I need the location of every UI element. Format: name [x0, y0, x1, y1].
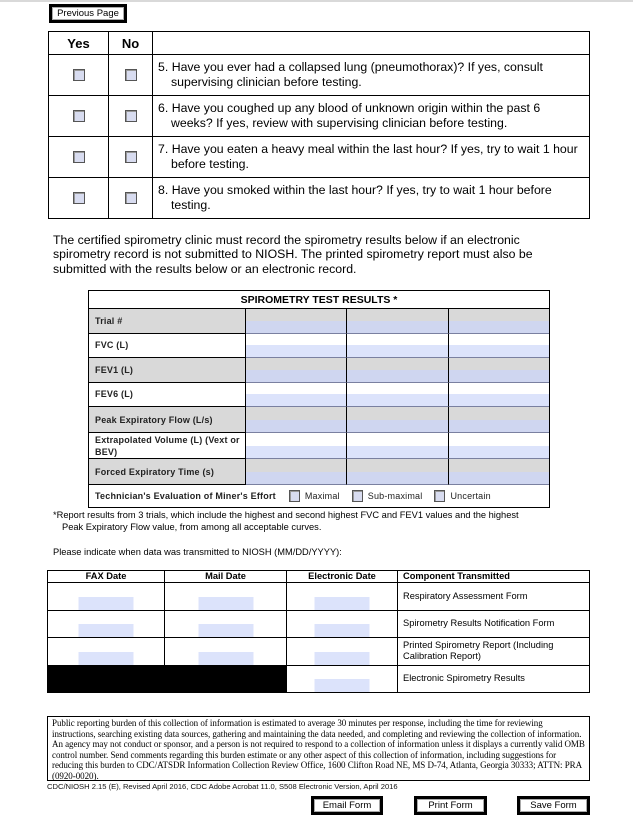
transmit-row [48, 610, 590, 638]
row-trial [89, 309, 549, 334]
uncertain-checkbox[interactable] [434, 490, 445, 502]
row-pef [89, 407, 549, 433]
spirometry-title: SPIROMETRY TEST RESULTS * [89, 291, 549, 309]
row-fvc [89, 334, 549, 359]
email-form-label: Email Form [314, 799, 380, 812]
previous-page-label: Previous Page [52, 7, 124, 20]
no-checkbox-q5[interactable] [125, 69, 137, 81]
email-form-button[interactable] [311, 796, 383, 815]
print-form-button[interactable] [414, 796, 487, 815]
component-label: Spirometry Results Notification Form [398, 610, 590, 638]
footnote-line-1: *Report results from 3 trials, which include the highest and second highest FVC and FEV1 values and the highest [53, 510, 519, 520]
trial-2-input[interactable] [347, 309, 448, 334]
yes-checkbox-q7[interactable] [73, 151, 85, 163]
fet-3-input[interactable] [449, 459, 549, 485]
transmit-row [48, 638, 590, 666]
fev6-2-input[interactable] [347, 383, 448, 408]
maximal-checkbox[interactable] [289, 490, 300, 502]
pef-3-input[interactable] [449, 407, 549, 433]
yes-column-header: Yes [49, 32, 109, 55]
yes-checkbox-q6[interactable] [73, 110, 85, 122]
row-label: Peak Expiratory Flow (L/s) [89, 407, 246, 433]
transmit-row [48, 665, 590, 693]
component-label: Printed Spirometry Report (Including Calibration Report) [398, 638, 590, 666]
burden-statement: Public reporting burden of this collection of information is estimated to average 30 minutes per response, including the time for reviewing instructions, searching existing data sources, gathering and maintaining the data needed, and completing and reviewing the collection of information. An agency may not conduct or sponsor, and a person is not required to respond to a collection of information unless it displays a currently valid OMB control number. Send comments regarding this burden estimate or any other aspect of this collection of information, including suggestions for reducing this burden to CDC/ATSDR Information Collection Review Office, 1600 Clifton Road NE, MS D-74, Atlanta, Georgia 30333; ATTN: PRA (0920-0020). [47, 716, 590, 781]
option-label: Uncertain [450, 491, 491, 501]
fvc-1-input[interactable] [246, 334, 347, 359]
option-label: Sub-maximal [367, 491, 423, 501]
component-header: Component Transmitted [398, 571, 590, 583]
pef-1-input[interactable] [246, 407, 347, 433]
no-checkbox-q6[interactable] [125, 110, 137, 122]
fev1-3-input[interactable] [449, 358, 549, 383]
blacked-out-cell [48, 665, 287, 693]
question-text: Have you eaten a heavy meal within the last hour? If yes, try to wait 1 hour before testing. [171, 141, 578, 171]
footnote-line-2: Peak Expiratory Flow value, from among all acceptable curves. [62, 521, 322, 532]
no-checkbox-q7[interactable] [125, 151, 137, 163]
question-column-header [153, 32, 590, 55]
no-column-header: No [109, 32, 153, 55]
row-label: FEV1 (L) [89, 358, 246, 383]
mail-date-input[interactable] [165, 583, 287, 611]
fet-1-input[interactable] [246, 459, 347, 485]
instructions-text: The certified spirometry clinic must record the spirometry results below if an electronic spirometry record is not submitted to NIOSH. The printed spirometry report must also be submitted with the results below or an electronic record. [53, 233, 533, 276]
spirometry-results-table [88, 290, 550, 508]
ev-3-input[interactable] [449, 433, 549, 459]
screening-questions-table [48, 31, 590, 219]
fev6-3-input[interactable] [449, 383, 549, 408]
fax-date-header: FAX Date [48, 571, 165, 583]
question-row-8 [49, 178, 590, 219]
effort-option-sub-maximal[interactable] [352, 490, 423, 502]
effort-option-maximal[interactable] [289, 490, 340, 502]
row-fet [89, 459, 549, 485]
option-label: Maximal [304, 491, 340, 501]
row-label: Extrapolated Volume (L) (Vext or BEV) [89, 433, 246, 459]
ev-1-input[interactable] [246, 433, 347, 459]
mail-date-header: Mail Date [165, 571, 287, 583]
spirometry-footnote [53, 510, 593, 533]
row-fev6 [89, 383, 549, 408]
question-text: Have you smoked within the last hour? If yes, try to wait 1 hour before testing. [171, 182, 552, 212]
pef-2-input[interactable] [347, 407, 448, 433]
row-label: Forced Expiratory Time (s) [89, 459, 246, 485]
save-form-button[interactable] [517, 796, 590, 815]
effort-label: Technician's Evaluation of Miner's Effort [95, 491, 276, 501]
row-label: FVC (L) [89, 334, 246, 359]
mail-date-input[interactable] [165, 638, 287, 666]
fvc-2-input[interactable] [347, 334, 448, 359]
previous-page-button[interactable] [49, 4, 127, 23]
electronic-date-input[interactable] [287, 610, 398, 638]
question-number: 8. [158, 182, 169, 197]
question-number: 6. [158, 100, 169, 115]
form-version: CDC/NIOSH 2.15 (E), Revised April 2016, CDC Adobe Acrobat 11.0, S508 Electronic Version, April 2016 [47, 782, 398, 791]
top-divider [0, 0, 633, 2]
question-row-6 [49, 96, 590, 137]
yes-checkbox-q5[interactable] [73, 69, 85, 81]
electronic-date-header: Electronic Date [287, 571, 398, 583]
transmit-row [48, 583, 590, 611]
fvc-3-input[interactable] [449, 334, 549, 359]
component-label: Respiratory Assessment Form [398, 583, 590, 611]
effort-option-uncertain[interactable] [434, 490, 490, 502]
row-label: FEV6 (L) [89, 383, 246, 408]
component-label: Electronic Spirometry Results [398, 665, 590, 693]
electronic-date-input[interactable] [287, 665, 398, 693]
fev1-2-input[interactable] [347, 358, 448, 383]
yes-checkbox-q8[interactable] [73, 192, 85, 204]
fax-date-input[interactable] [48, 638, 165, 666]
sub-maximal-checkbox[interactable] [352, 490, 363, 502]
electronic-date-input[interactable] [287, 638, 398, 666]
save-form-label: Save Form [520, 799, 587, 812]
fax-date-input[interactable] [48, 583, 165, 611]
question-number: 7. [158, 141, 169, 156]
question-row-7 [49, 137, 590, 178]
fet-2-input[interactable] [347, 459, 448, 485]
effort-row [89, 485, 549, 507]
question-text: Have you ever had a collapsed lung (pneumothorax)? If yes, consult supervising clinician before testing. [171, 59, 543, 89]
row-fev1 [89, 358, 549, 383]
ev-2-input[interactable] [347, 433, 448, 459]
fev6-1-input[interactable] [246, 383, 347, 408]
question-text: Have you coughed up any blood of unknown origin within the past 6 weeks? If yes, review with supervising clinician before testing. [171, 100, 541, 130]
mail-date-input[interactable] [165, 610, 287, 638]
trial-3-input[interactable] [449, 309, 549, 334]
transmit-prompt: Please indicate when data was transmitted to NIOSH (MM/DD/YYYY): [53, 547, 342, 557]
trial-1-input[interactable] [246, 309, 347, 334]
question-row-5 [49, 55, 590, 96]
no-checkbox-q8[interactable] [125, 192, 137, 204]
print-form-label: Print Form [417, 799, 484, 812]
question-number: 5. [158, 59, 169, 74]
electronic-date-input[interactable] [287, 583, 398, 611]
row-label: Trial # [89, 309, 246, 334]
transmit-dates-table [47, 570, 590, 693]
fax-date-input[interactable] [48, 610, 165, 638]
fev1-1-input[interactable] [246, 358, 347, 383]
row-extrapolated-volume [89, 433, 549, 459]
